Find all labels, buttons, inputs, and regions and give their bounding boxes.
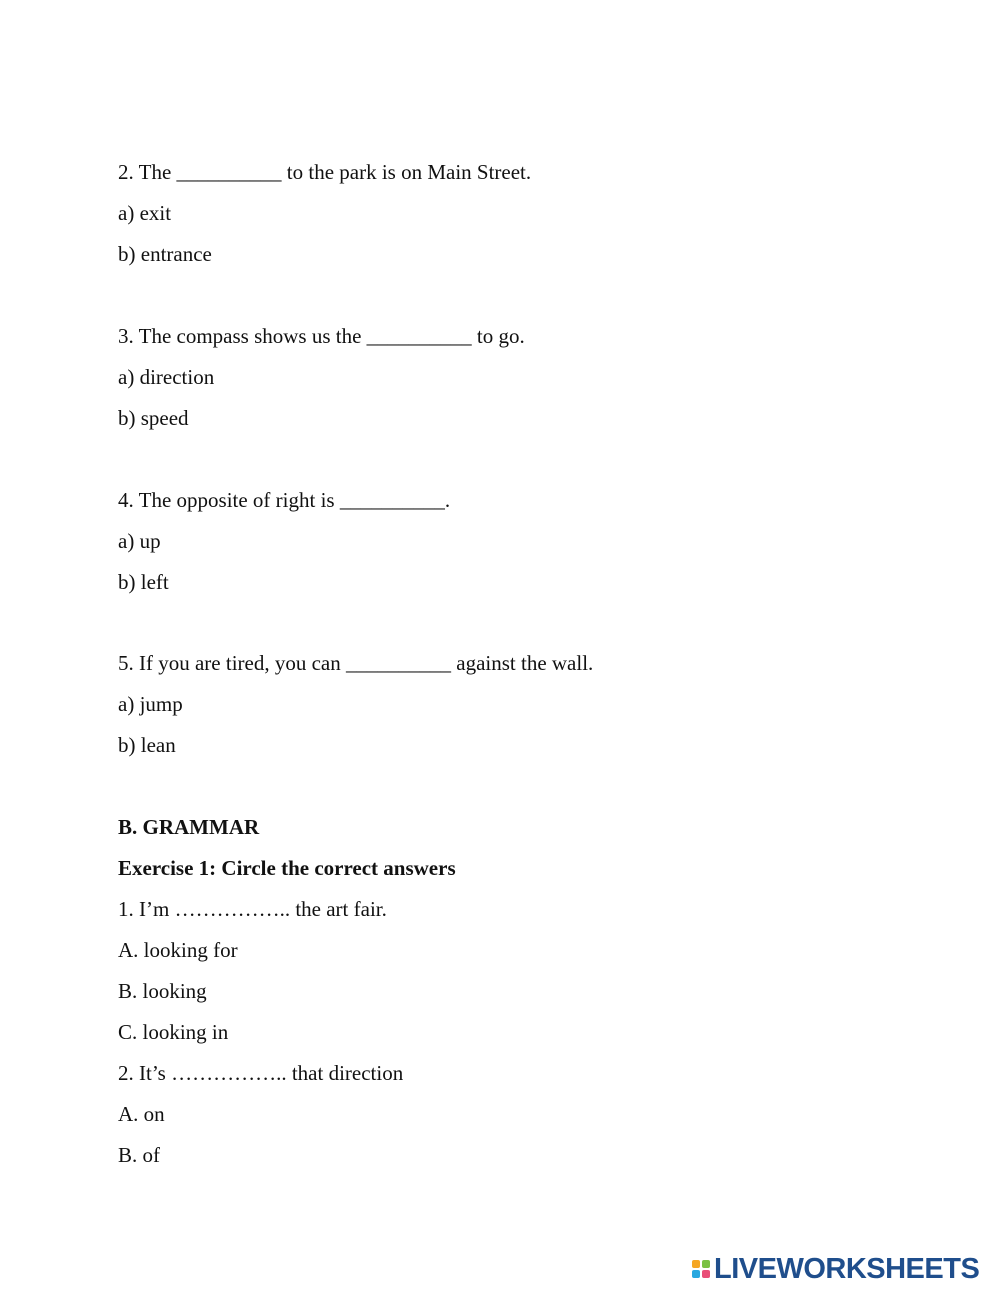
grammar-question-1: 1. I’m …………….. the art fair. xyxy=(118,897,387,921)
vocab-question-5: 5. If you are tired, you can __________ against the wall. xyxy=(118,651,594,675)
vocab-question-4: 4. The opposite of right is __________. xyxy=(118,488,451,512)
vocab-q3-option-a: a) direction xyxy=(118,365,215,389)
vocab-question-3: 3. The compass shows us the __________ to go. xyxy=(118,324,525,348)
grammar-q2-option-b: B. of xyxy=(118,1143,160,1167)
exercise-title: Exercise 1: Circle the correct answers xyxy=(118,856,456,880)
section-heading-grammar: B. GRAMMAR xyxy=(118,815,260,839)
vocab-q2-option-b: b) entrance xyxy=(118,242,212,266)
vocab-q4-option-a: a) up xyxy=(118,529,161,553)
grammar-q1-option-a: A. looking for xyxy=(118,938,238,962)
logo-text: LIVEWORKSHEETS xyxy=(714,1253,980,1285)
liveworksheets-logo-icon xyxy=(692,1260,710,1278)
grammar-q1-option-b: B. looking xyxy=(118,979,207,1003)
vocab-q2-option-a: a) exit xyxy=(118,201,172,225)
liveworksheets-logo[interactable] xyxy=(692,1254,979,1284)
vocab-q4-option-b: b) left xyxy=(118,570,169,594)
vocab-question-2: 2. The __________ to the park is on Main Street. xyxy=(118,160,532,184)
vocab-q3-option-b: b) speed xyxy=(118,406,189,430)
grammar-q2-option-a: A. on xyxy=(118,1102,165,1126)
grammar-question-2: 2. It’s …………….. that direction xyxy=(118,1061,404,1085)
vocab-q5-option-b: b) lean xyxy=(118,733,176,757)
vocab-q5-option-a: a) jump xyxy=(118,692,183,716)
grammar-q1-option-c: C. looking in xyxy=(118,1020,229,1044)
